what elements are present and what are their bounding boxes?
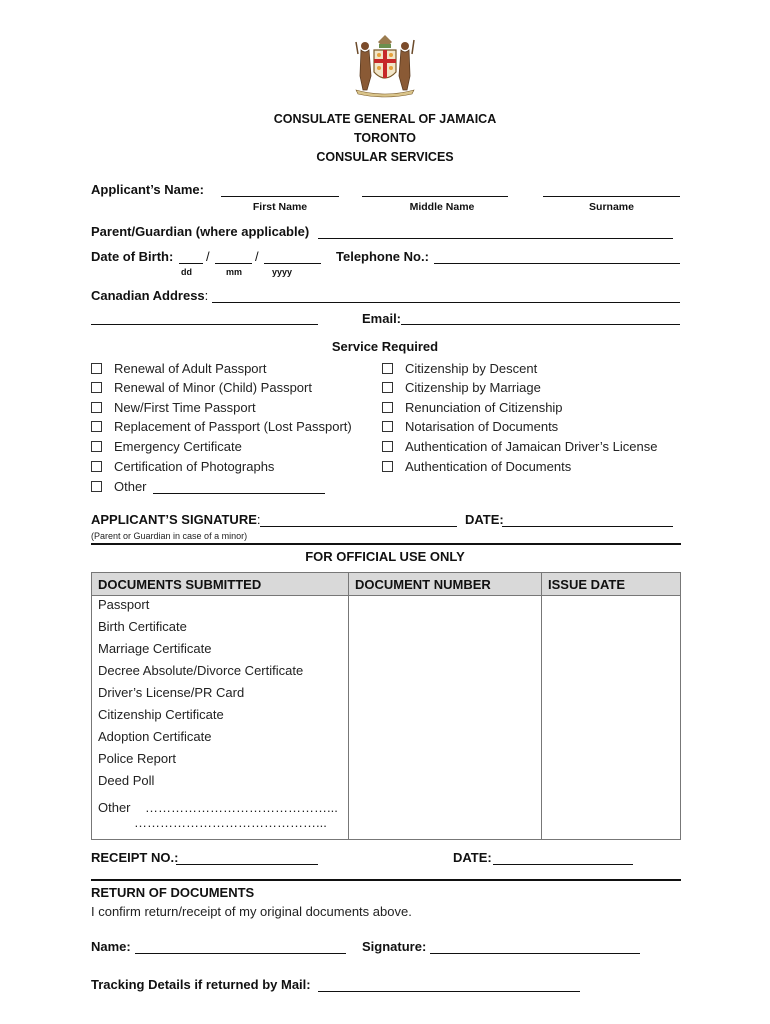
section-divider	[91, 543, 681, 545]
service-option[interactable]: Emergency Certificate	[91, 439, 242, 454]
telephone-field[interactable]	[434, 263, 680, 264]
return-signature-label: Signature:	[362, 939, 427, 954]
return-name-field[interactable]	[135, 953, 346, 954]
service-option[interactable]: Authentication of Jamaican Driver’s License	[382, 439, 657, 454]
issue-date-cell[interactable]	[542, 794, 681, 840]
document-number-cell[interactable]	[349, 706, 542, 728]
table-row	[92, 618, 681, 640]
parent-guardian-field[interactable]	[318, 238, 673, 239]
issue-date-cell[interactable]	[542, 596, 681, 619]
document-number-cell[interactable]	[349, 618, 542, 640]
address-colon: :	[204, 288, 209, 303]
document-name: Deed Poll	[92, 772, 349, 794]
service-option[interactable]: New/First Time Passport	[91, 400, 256, 415]
first-name-caption: First Name	[252, 201, 308, 213]
checkbox[interactable]	[382, 461, 393, 472]
table-row	[92, 662, 681, 684]
service-option[interactable]: Renunciation of Citizenship	[382, 400, 563, 415]
return-heading: RETURN OF DOCUMENTS	[91, 885, 255, 900]
dob-yyyy-caption: yyyy	[272, 267, 293, 277]
other-dots: ……………………………………...	[134, 815, 327, 830]
table-row	[92, 772, 681, 794]
table-row	[92, 684, 681, 706]
document-name: Citizenship Certificate	[92, 706, 349, 728]
issue-date-cell[interactable]	[542, 706, 681, 728]
checkbox[interactable]	[91, 363, 102, 374]
table-row	[92, 596, 681, 619]
address-field[interactable]	[212, 302, 680, 303]
receipt-date-field[interactable]	[493, 864, 633, 865]
table-row	[92, 728, 681, 750]
checkbox[interactable]	[91, 461, 102, 472]
issue-date-cell[interactable]	[542, 640, 681, 662]
signature-field[interactable]	[260, 526, 457, 527]
table-row	[92, 794, 681, 840]
section-divider	[91, 879, 681, 881]
address-label: Canadian Address	[91, 288, 205, 303]
telephone-label: Telephone No.:	[336, 249, 429, 264]
signature-label: APPLICANT’S SIGNATURE	[91, 512, 257, 527]
table-row	[92, 750, 681, 772]
column-header: DOCUMENT NUMBER	[349, 573, 542, 596]
signature-label-wrap	[91, 512, 261, 527]
service-option-other[interactable]: Other	[91, 479, 147, 494]
document-name: Driver’s License/PR Card	[92, 684, 349, 706]
issue-date-cell[interactable]	[542, 750, 681, 772]
signature-date-field[interactable]	[502, 526, 673, 527]
checkbox[interactable]	[91, 481, 102, 492]
other-label: Other	[98, 800, 131, 815]
service-option[interactable]: Certification of Photographs	[91, 459, 274, 474]
issue-date-cell[interactable]	[542, 728, 681, 750]
official-use-heading: FOR OFFICIAL USE ONLY	[305, 549, 465, 564]
checkbox[interactable]	[382, 363, 393, 374]
dob-separator: /	[255, 249, 259, 264]
document-name: Birth Certificate	[92, 618, 349, 640]
document-number-cell[interactable]	[349, 640, 542, 662]
address-label-wrap	[91, 288, 208, 303]
checkbox[interactable]	[91, 421, 102, 432]
service-option[interactable]: Renewal of Adult Passport	[91, 361, 266, 376]
service-option[interactable]: Authentication of Documents	[382, 459, 571, 474]
dob-dd-caption: dd	[181, 267, 192, 277]
service-option[interactable]: Citizenship by Descent	[382, 361, 537, 376]
signature-date-label: DATE:	[465, 512, 504, 527]
document-number-cell[interactable]	[349, 596, 542, 619]
parent-guardian-label: Parent/Guardian (where applicable)	[91, 224, 310, 239]
document-number-cell[interactable]	[349, 684, 542, 706]
column-header: DOCUMENTS SUBMITTED	[92, 573, 349, 596]
dob-label: Date of Birth:	[91, 249, 174, 264]
checkbox[interactable]	[382, 441, 393, 452]
document-name: Marriage Certificate	[92, 640, 349, 662]
email-field[interactable]	[401, 324, 680, 325]
return-signature-field[interactable]	[430, 953, 640, 954]
service-required-heading: Service Required	[331, 339, 439, 354]
other-dots: ……………………………………...	[144, 800, 338, 815]
document-other[interactable]	[92, 794, 349, 840]
dob-separator: /	[206, 249, 210, 264]
table-row	[92, 706, 681, 728]
surname-field[interactable]	[543, 196, 680, 197]
coat-of-arms-image	[352, 32, 418, 98]
document-name: Police Report	[92, 750, 349, 772]
checkbox[interactable]	[91, 382, 102, 393]
issue-date-cell[interactable]	[542, 684, 681, 706]
services-title: CONSULAR SERVICES	[316, 150, 454, 164]
issue-date-cell[interactable]	[542, 772, 681, 794]
middle-name-caption: Middle Name	[409, 201, 475, 213]
documents-table	[91, 572, 681, 840]
tracking-field[interactable]	[318, 991, 580, 992]
service-option[interactable]: Notarisation of Documents	[382, 419, 558, 434]
receipt-field[interactable]	[176, 864, 318, 865]
middle-name-field[interactable]	[362, 196, 508, 197]
document-number-cell[interactable]	[349, 750, 542, 772]
other-service-field[interactable]	[153, 493, 325, 494]
document-name: Decree Absolute/Divorce Certificate	[92, 662, 349, 684]
checkbox[interactable]	[382, 421, 393, 432]
email-label: Email:	[362, 311, 402, 326]
issue-date-cell[interactable]	[542, 662, 681, 684]
return-name-label: Name:	[91, 939, 131, 954]
dob-mm-caption: mm	[226, 267, 243, 277]
consulate-title: CONSULATE GENERAL OF JAMAICA	[273, 112, 497, 126]
column-header: ISSUE DATE	[542, 573, 681, 596]
receipt-date-label: DATE:	[453, 850, 492, 865]
table-row	[92, 640, 681, 662]
surname-caption: Surname	[589, 201, 634, 213]
document-number-cell[interactable]	[349, 662, 542, 684]
checkbox[interactable]	[382, 382, 393, 393]
service-option[interactable]: Citizenship by Marriage	[382, 380, 541, 395]
service-option[interactable]: Renewal of Minor (Child) Passport	[91, 380, 312, 395]
dob-year-field[interactable]	[264, 263, 321, 264]
city-title: TORONTO	[353, 131, 417, 145]
checkbox[interactable]	[382, 402, 393, 413]
receipt-label: RECEIPT NO.:	[91, 850, 179, 865]
first-name-field[interactable]	[221, 196, 339, 197]
issue-date-cell[interactable]	[542, 618, 681, 640]
document-number-cell[interactable]	[349, 728, 542, 750]
dob-day-field[interactable]	[179, 263, 203, 264]
checkbox[interactable]	[91, 402, 102, 413]
address-field-line2[interactable]	[91, 324, 318, 325]
applicant-name-label: Applicant’s Name:	[91, 182, 204, 197]
service-option[interactable]: Replacement of Passport (Lost Passport)	[91, 419, 352, 434]
dob-month-field[interactable]	[215, 263, 252, 264]
checkbox[interactable]	[91, 441, 102, 452]
document-name: Passport	[92, 596, 349, 619]
signature-colon: :	[256, 512, 261, 527]
document-number-cell[interactable]	[349, 772, 542, 794]
return-confirmation: I confirm return/receipt of my original documents above.	[91, 904, 412, 919]
document-number-cell[interactable]	[349, 794, 542, 840]
document-name: Adoption Certificate	[92, 728, 349, 750]
signature-note: (Parent or Guardian in case of a minor)	[91, 531, 248, 541]
tracking-label: Tracking Details if returned by Mail:	[91, 977, 311, 992]
